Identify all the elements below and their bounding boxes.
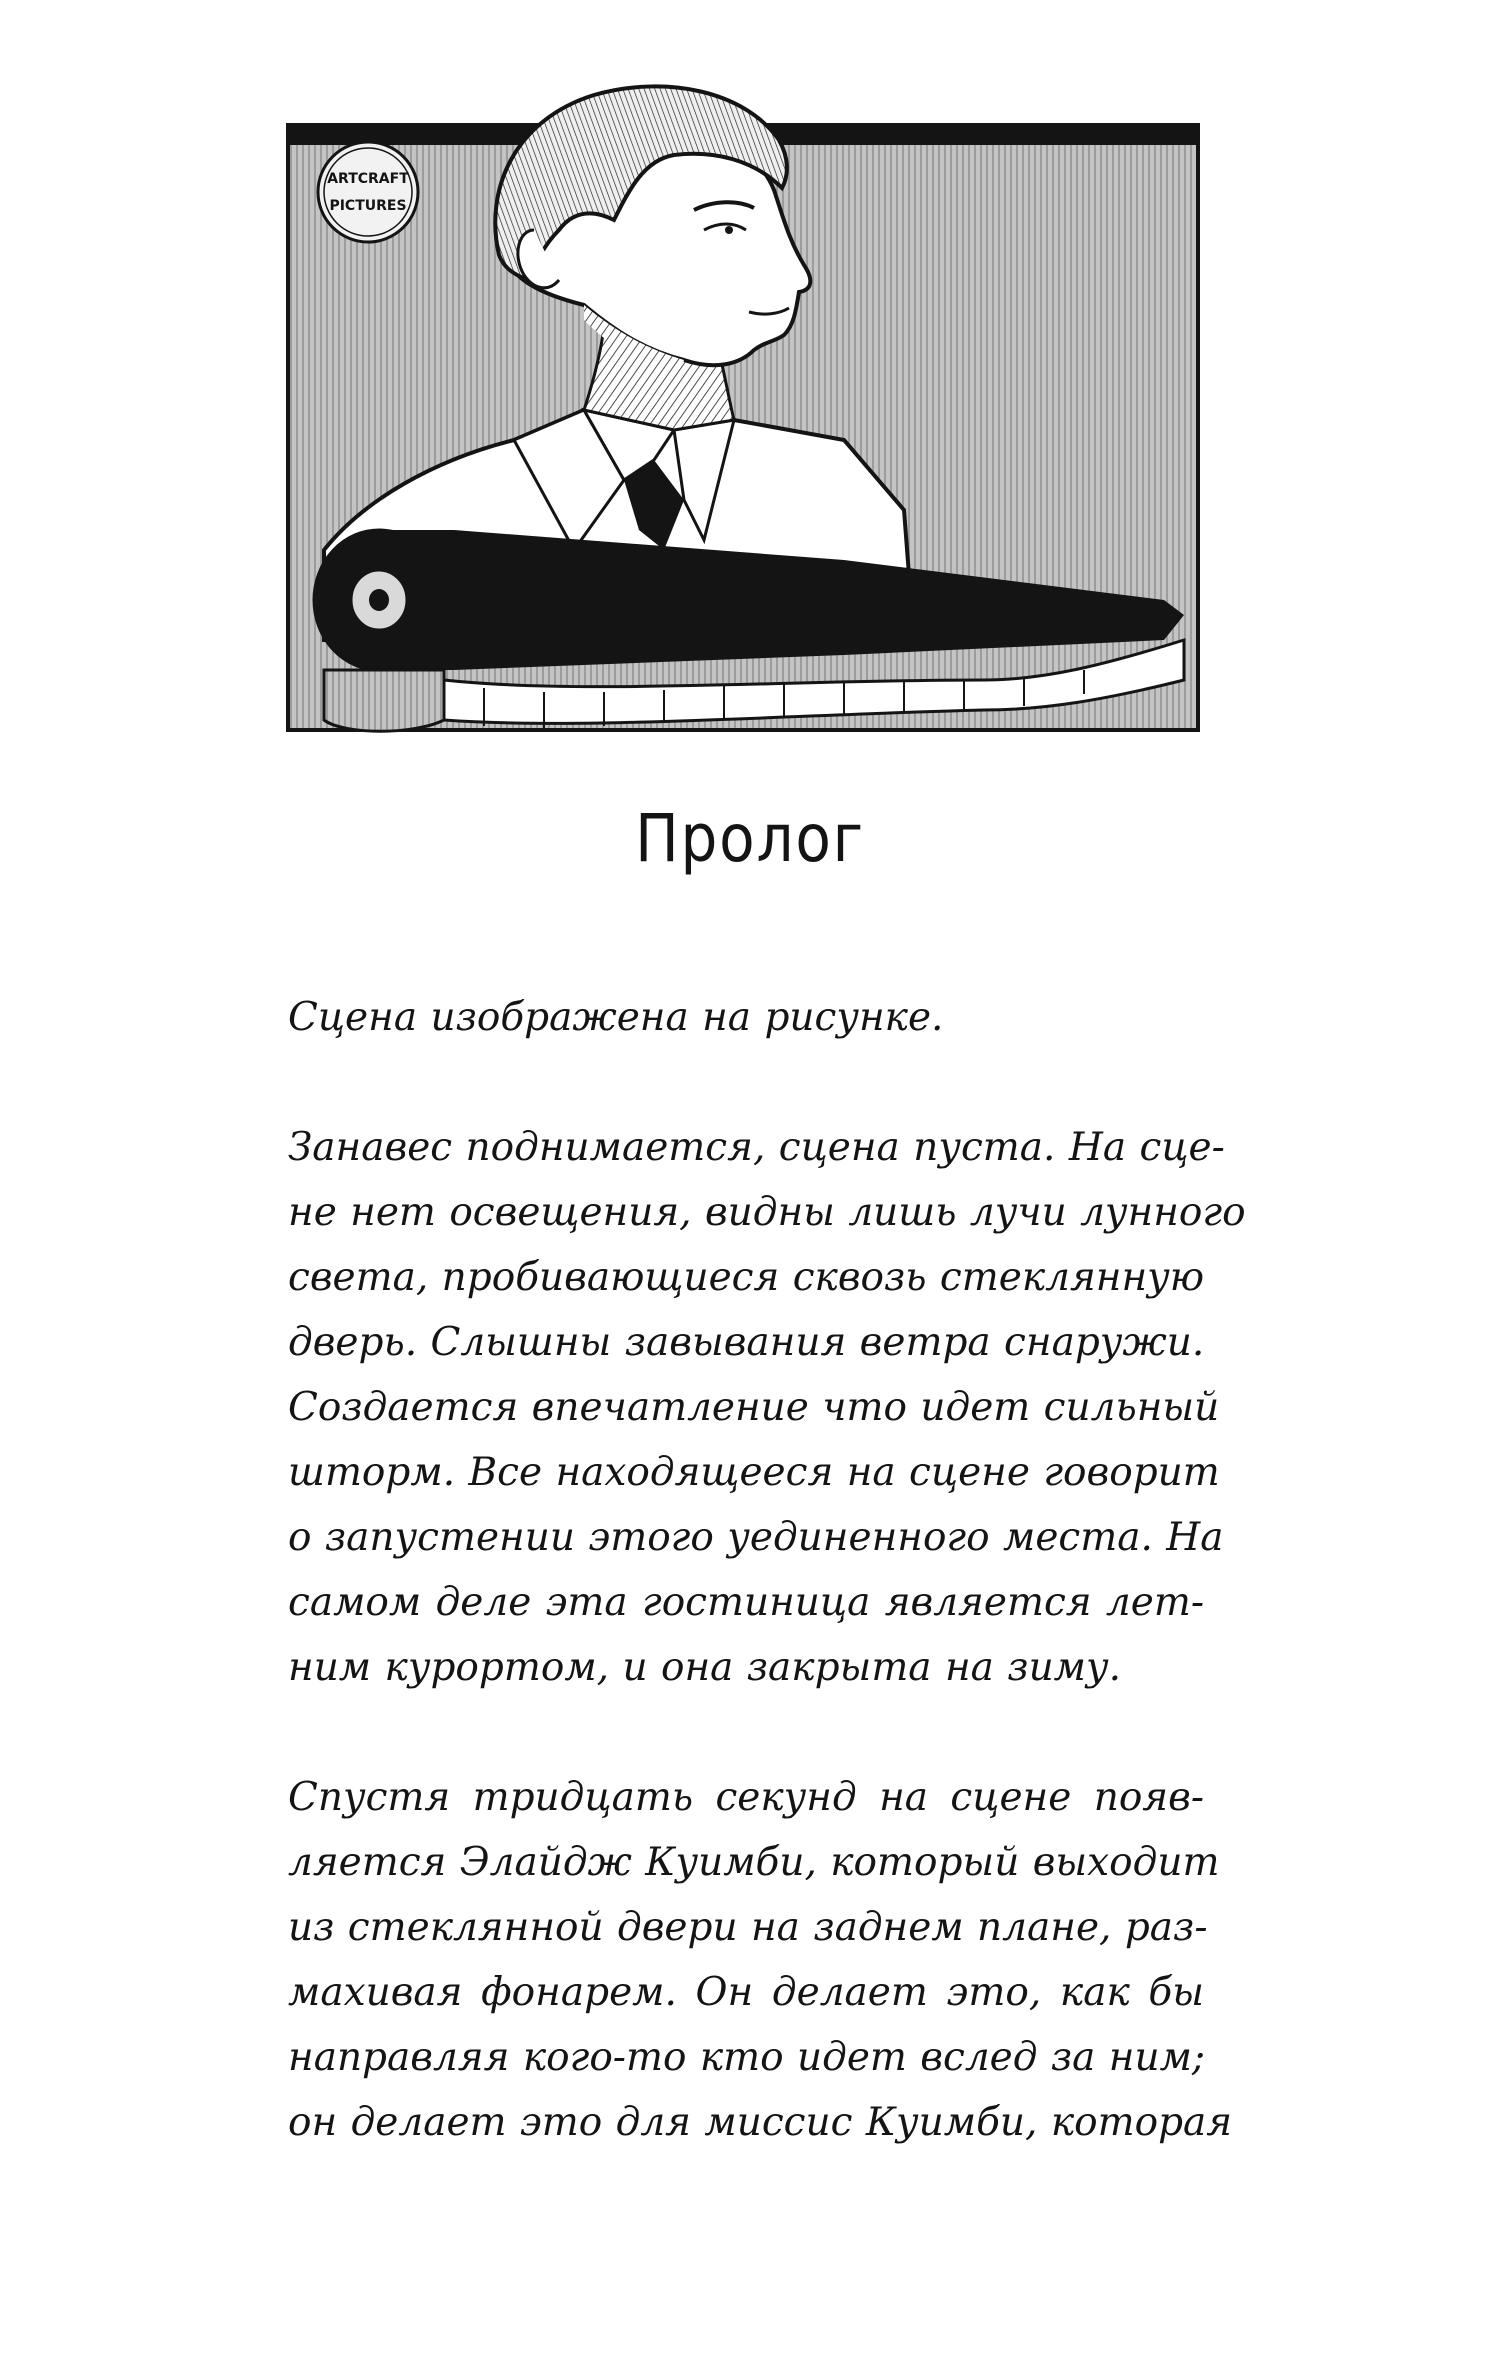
text-line: шторм. Все находящееся на сцене говорит (288, 1450, 1220, 1495)
svg-text:ARTCRAFT: ARTCRAFT (327, 171, 409, 187)
paragraph-3 (288, 1765, 1233, 2155)
paragraph-1 (288, 985, 1204, 1050)
text-line: Спустя тридцать секунд на сцене появ- (288, 1775, 1204, 1820)
text-line: Создается впечатление что идет сильный (288, 1385, 1220, 1430)
text-line: не нет освещения, видны лишь лучи лунного (288, 1190, 1246, 1235)
svg-text:PICTURES: PICTURES (329, 198, 407, 214)
text-line: самом деле эта гостиница является лет- (288, 1580, 1204, 1625)
text-line: махивая фонарем. Он делает это, как бы (288, 1970, 1204, 2015)
text-line: света, пробивающиеся сквозь стеклянную (288, 1255, 1205, 1300)
text-line: о запустении этого уединенного места. На (288, 1515, 1224, 1560)
chapter-title: Пролог (635, 800, 865, 877)
text-line: Сцена изображена на рисунке. (288, 995, 944, 1040)
text-line: он делает это для миссис Куимби, которая (288, 2100, 1233, 2145)
text-line: ляется Элайдж Куимби, который выходит (288, 1840, 1220, 1885)
text-line: дверь. Слышны завывания ветра снаружи. (288, 1320, 1205, 1365)
text-line: ним курортом, и она закрыта на зиму. (288, 1645, 1122, 1690)
artcraft-logo (318, 142, 418, 242)
portrait-engraving (284, 80, 1204, 740)
body-text (288, 985, 1246, 2220)
chapter-illustration (284, 80, 1204, 740)
text-line: направляя кого-то кто идет вслед за ним; (288, 2035, 1206, 2080)
text-line: из стеклянной двери на заднем плане, раз- (288, 1905, 1208, 1950)
text-line: Занавес поднимается, сцена пуста. На сце- (288, 1125, 1225, 1170)
paragraph-2 (288, 1115, 1246, 1700)
